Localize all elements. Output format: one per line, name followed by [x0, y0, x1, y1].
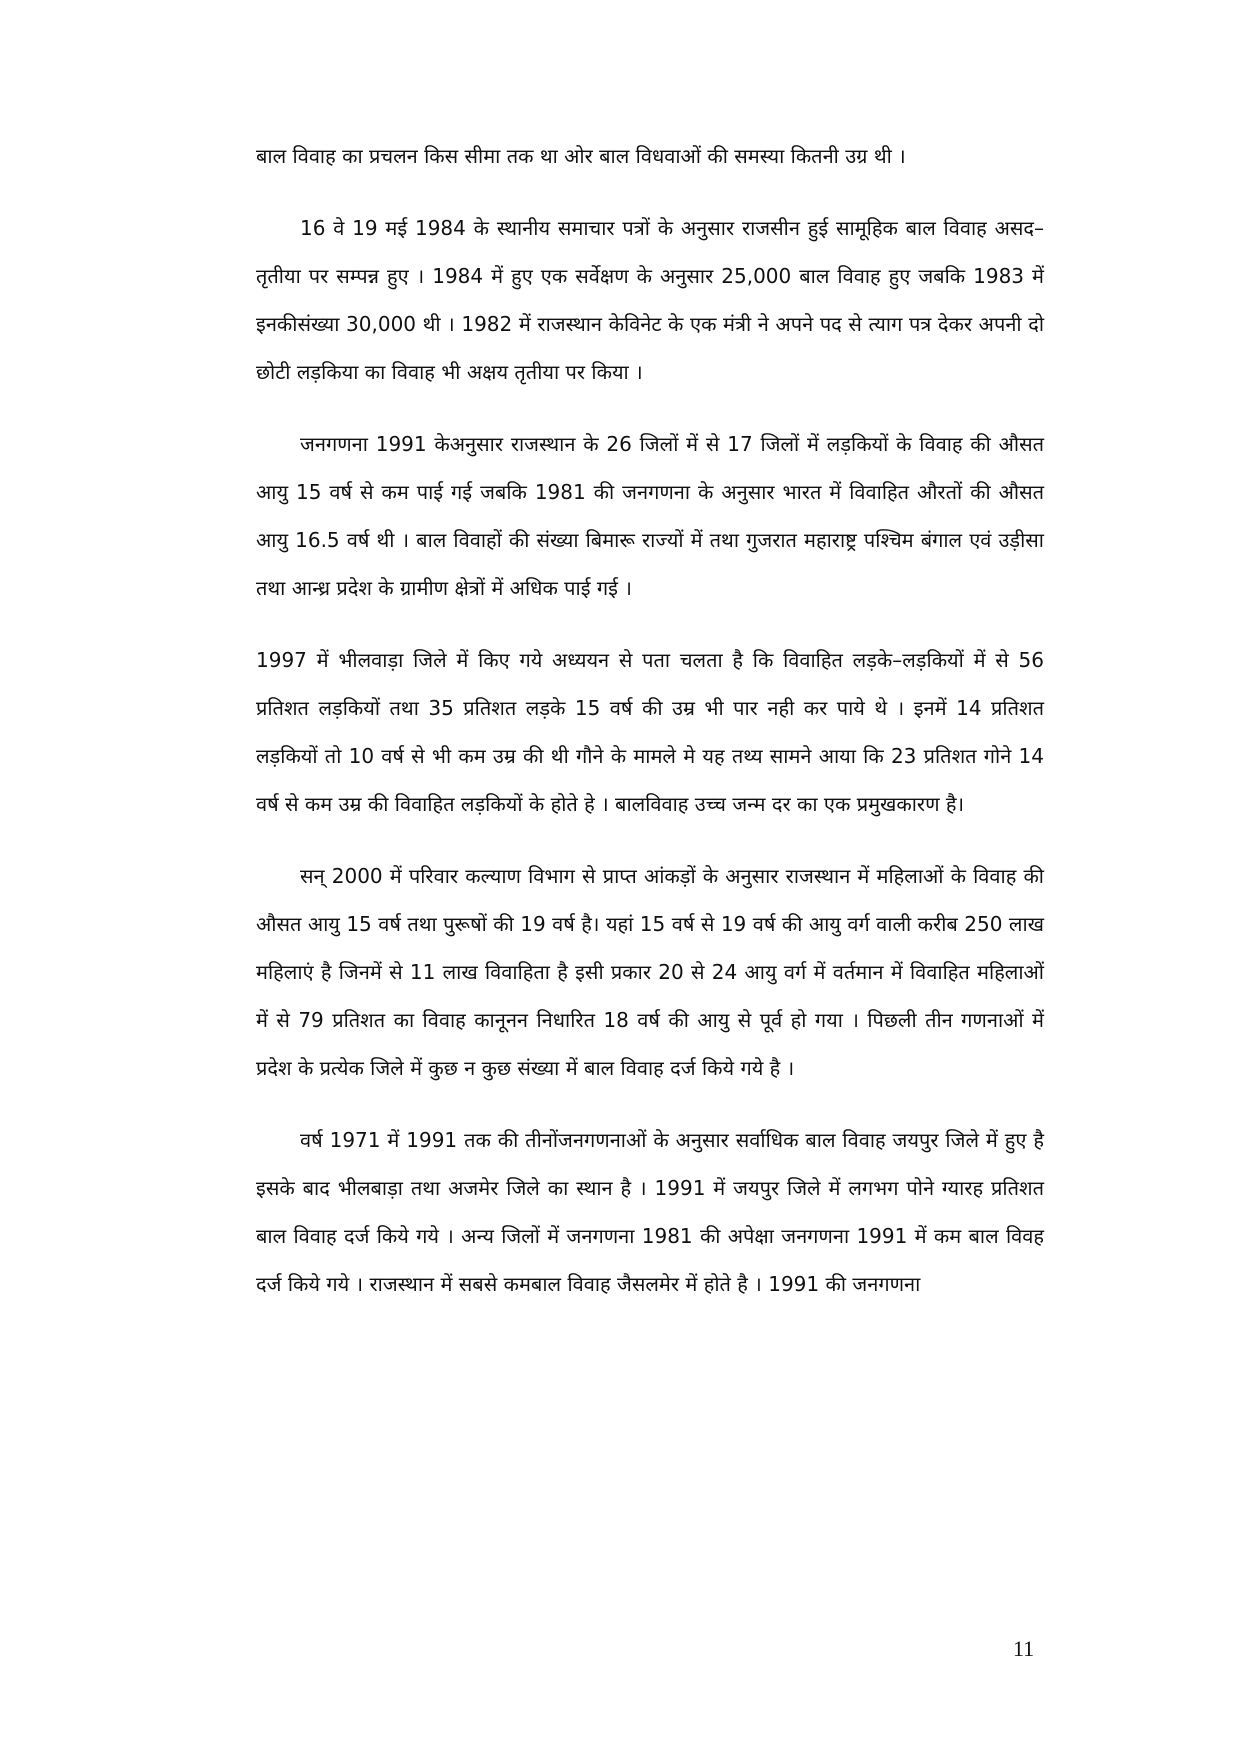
paragraph-bhilwara-study-1997: 1997 में भीलवाड़ा जिले में किए गये अध्ययन से पता चलता है कि विवाहित लड़के–लड़कियों में से 56 प्रतिशत लड़कियों तथा 35 प्रतिशत लड़के 15 वर्ष की उम्र भी पार नही कर पाये थे । इनमें 14 प्रतिशत लड़कियों तो 10 वर्ष से भी कम उम्र की थी गौने के मामले मे यह तथ्य सामने आया कि 23 प्रतिशत गोने 14 वर्ष से कम उम्र की विवाहित लड़कियों के होते हे । बालविवाह उच्च जन्म दर का एक प्रमुखकारण है।	[256, 648, 1044, 816]
page-number: 11	[1013, 1636, 1035, 1661]
paragraph-census-1971-1991: वर्ष 1971 में 1991 तक की तीनोंजनगणनाओं के अनुसार सर्वाधिक बाल विवाह जयपुर जिले में हुए है इसके बाद भीलबाड़ा तथा अजमेर जिले का स्थान है । 1991 में जयपुर जिले में लगभग पोने ग्यारह प्रतिशत बाल विवाह दर्ज किये गये । अन्य जिलों में जनगणना 1981 की अपेक्षा जनगणना 1991 में कम बाल विवह दर्ज किये गये । राजस्थान में सबसे कमबाल विवाह जैसलमेर में होते है । 1991 की जनगणना	[256, 1128, 1044, 1296]
paragraph-1984-news-report: 16 वे 19 मई 1984 के स्थानीय समाचार पत्रों के अनुसार राजसीन हुई सामूहिक बाल विवाह असद–तृतीया पर सम्पन्न हुए । 1984 में हुए एक सर्वेक्षण के अनुसार 25,000 बाल विवाह हुए जबकि 1983 में इनकीसंख्या 30,000 थी । 1982 में राजस्थान केविनेट के एक मंत्री ने अपने पद से त्याग पत्र देकर अपनी दो छोटी लड़किया का विवाह भी अक्षय तृतीया पर किया ।	[256, 216, 1044, 384]
paragraph-family-welfare-2000: सन् 2000 में परिवार कल्याण विभाग से प्राप्त आंकड़ों के अनुसार राजस्थान में महिलाओं के विवाह की औसत आयु 15 वर्ष तथा पुरूषों की 19 वर्ष है। यहां 15 वर्ष से 19 वर्ष की आयु वर्ग वाली करीब 250 लाख महिलाएं है जिनमें से 11 लाख विवाहिता है इसी प्रकार 20 से 24 आयु वर्ग में वर्तमान में विवाहित महिलाओं में से 79 प्रतिशत का विवाह कानूनन निधारित 18 वर्ष की आयु से पूर्व हो गया । पिछली तीन गणनाओं में प्रदेश के प्रत्येक जिले में कुछ न कुछ संख्या में बाल विवाह दर्ज किये गये है ।	[256, 864, 1044, 1080]
document-body	[256, 132, 1044, 1332]
paragraph-continuation: बाल विवाह का प्रचलन किस सीमा तक था ओर बाल विधवाओं की समस्या कितनी उग्र थी ।	[256, 144, 906, 168]
paragraph-census-1991: जनगणना 1991 केअनुसार राजस्थान के 26 जिलों में से 17 जिलों में लड़कियों के विवाह की औसत आयु 15 वर्ष से कम पाई गई जबकि 1981 की जनगणना के अनुसार भारत में विवाहित औरतों की औसत आयु 16.5 वर्ष थी । बाल विवाहों की संख्या बिमारू राज्यों में तथा गुजरात महाराष्ट्र पश्चिम बंगाल एवं उड़ीसा तथा आन्ध्र प्रदेश के ग्रामीण क्षेत्रों में अधिक पाई गई ।	[256, 432, 1044, 600]
